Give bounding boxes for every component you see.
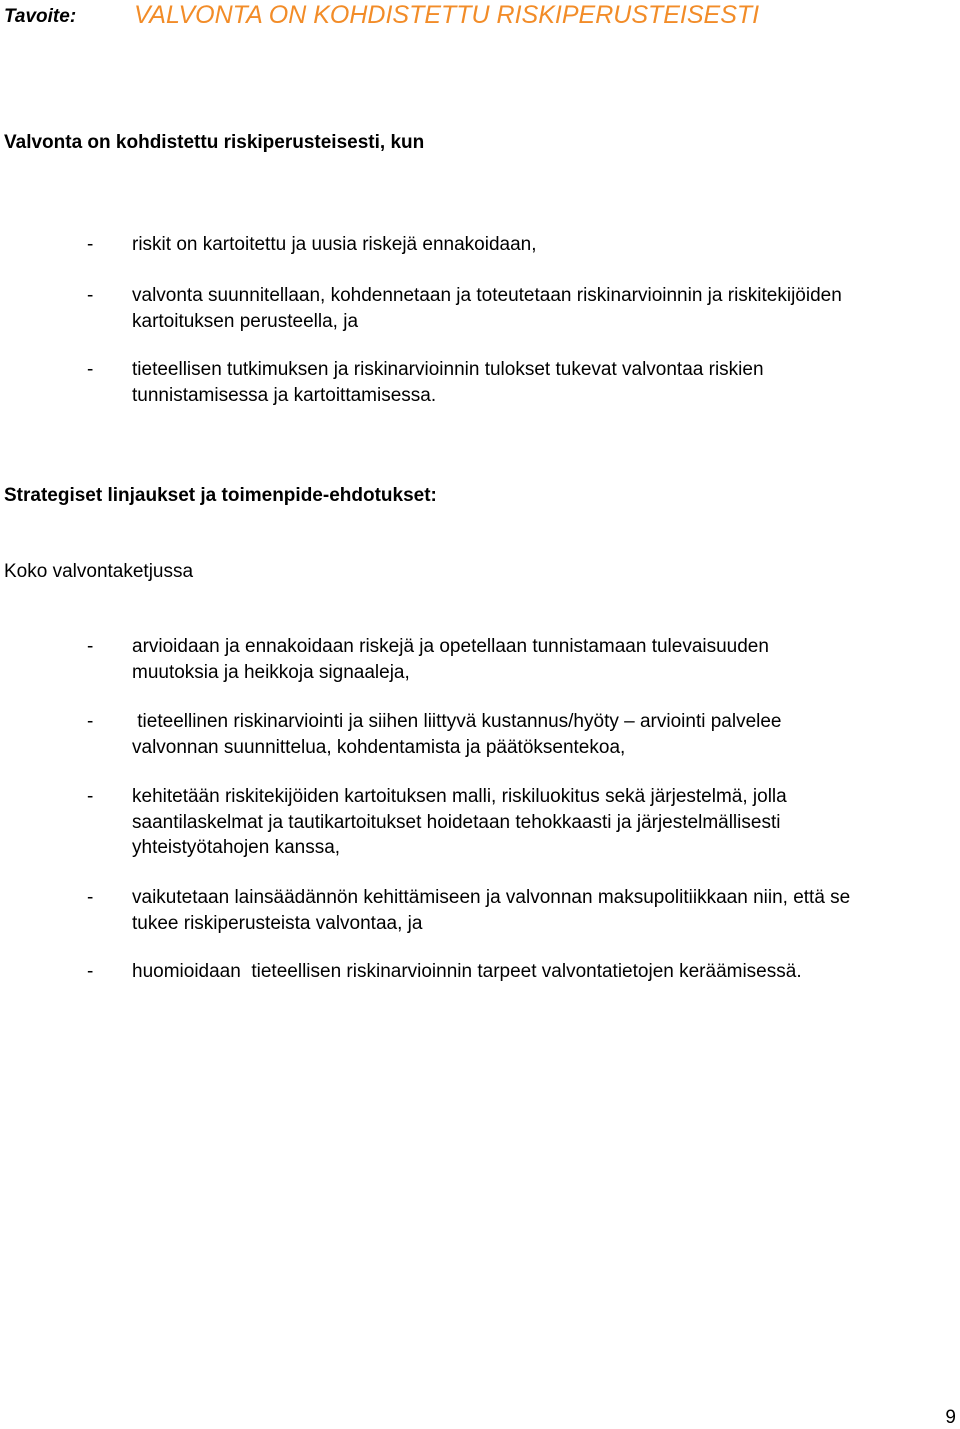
section2-item-1-text: arvioidaan ja ennakoidaan riskejä ja opetellaan tunnistamaan tulevaisuuden muutoksia ja heikkoja signaaleja, <box>132 636 769 683</box>
goal-title: VALVONTA ON KOHDISTETTU RISKIPERUSTEISESTI <box>134 1 760 29</box>
section1-item-2-dash: - <box>87 285 94 306</box>
section2-item-5-text: huomioidaan tieteellisen riskinarvioinnin tarpeet valvontatietojen keräämisessä. <box>132 961 802 982</box>
section1-item-1-dash: - <box>87 234 94 255</box>
section2-item-1-dash: - <box>87 636 94 657</box>
section2-item-2-dash: - <box>87 711 94 732</box>
section1-item-3-text: tieteellisen tutkimuksen ja riskinarvioinnin tulokset tukevat valvontaa riskien tunnistamisessa ja kartoittamisessa. <box>132 359 764 406</box>
section1-item-2-text: valvonta suunnitellaan, kohdennetaan ja toteutetaan riskinarvioinnin ja riskitekijöiden kartoituksen perusteella, ja <box>132 285 842 332</box>
section2-item-3-dash: - <box>87 786 94 807</box>
section2-item-2-text: tieteellinen riskinarviointi ja siihen liittyvä kustannus/hyöty – arviointi palvelee valvonnan suunnittelua, kohdentamista ja päätöksentekoa, <box>132 711 782 758</box>
section2-item-4-text: vaikutetaan lainsäädännön kehittämiseen ja valvonnan maksupolitiikkaan niin, että se tukee riskiperusteista valvontaa, ja <box>132 887 851 934</box>
section1-item-1-text: riskit on kartoitettu ja uusia riskejä ennakoidaan, <box>132 234 537 255</box>
goal-label: Tavoite: <box>4 6 77 27</box>
section2-intro: Koko valvontaketjussa <box>4 561 194 582</box>
page-number: 9 <box>945 1407 956 1428</box>
section2-item-5-dash: - <box>87 961 94 982</box>
section2-item-4-dash: - <box>87 887 94 908</box>
section2-item-3-text: kehitetään riskitekijöiden kartoituksen malli, riskiluokitus sekä järjestelmä, jolla saantilaskelmat ja tautikartoitukset hoidetaan tehokkaasti ja järjestelmällisesti yhteistyötahojen kanssa, <box>132 786 787 858</box>
section1-heading: Valvonta on kohdistettu riskiperusteisesti, kun <box>4 132 425 153</box>
section2-heading: Strategiset linjaukset ja toimenpide-ehdotukset: <box>4 485 437 506</box>
section1-item-3-dash: - <box>87 359 94 380</box>
